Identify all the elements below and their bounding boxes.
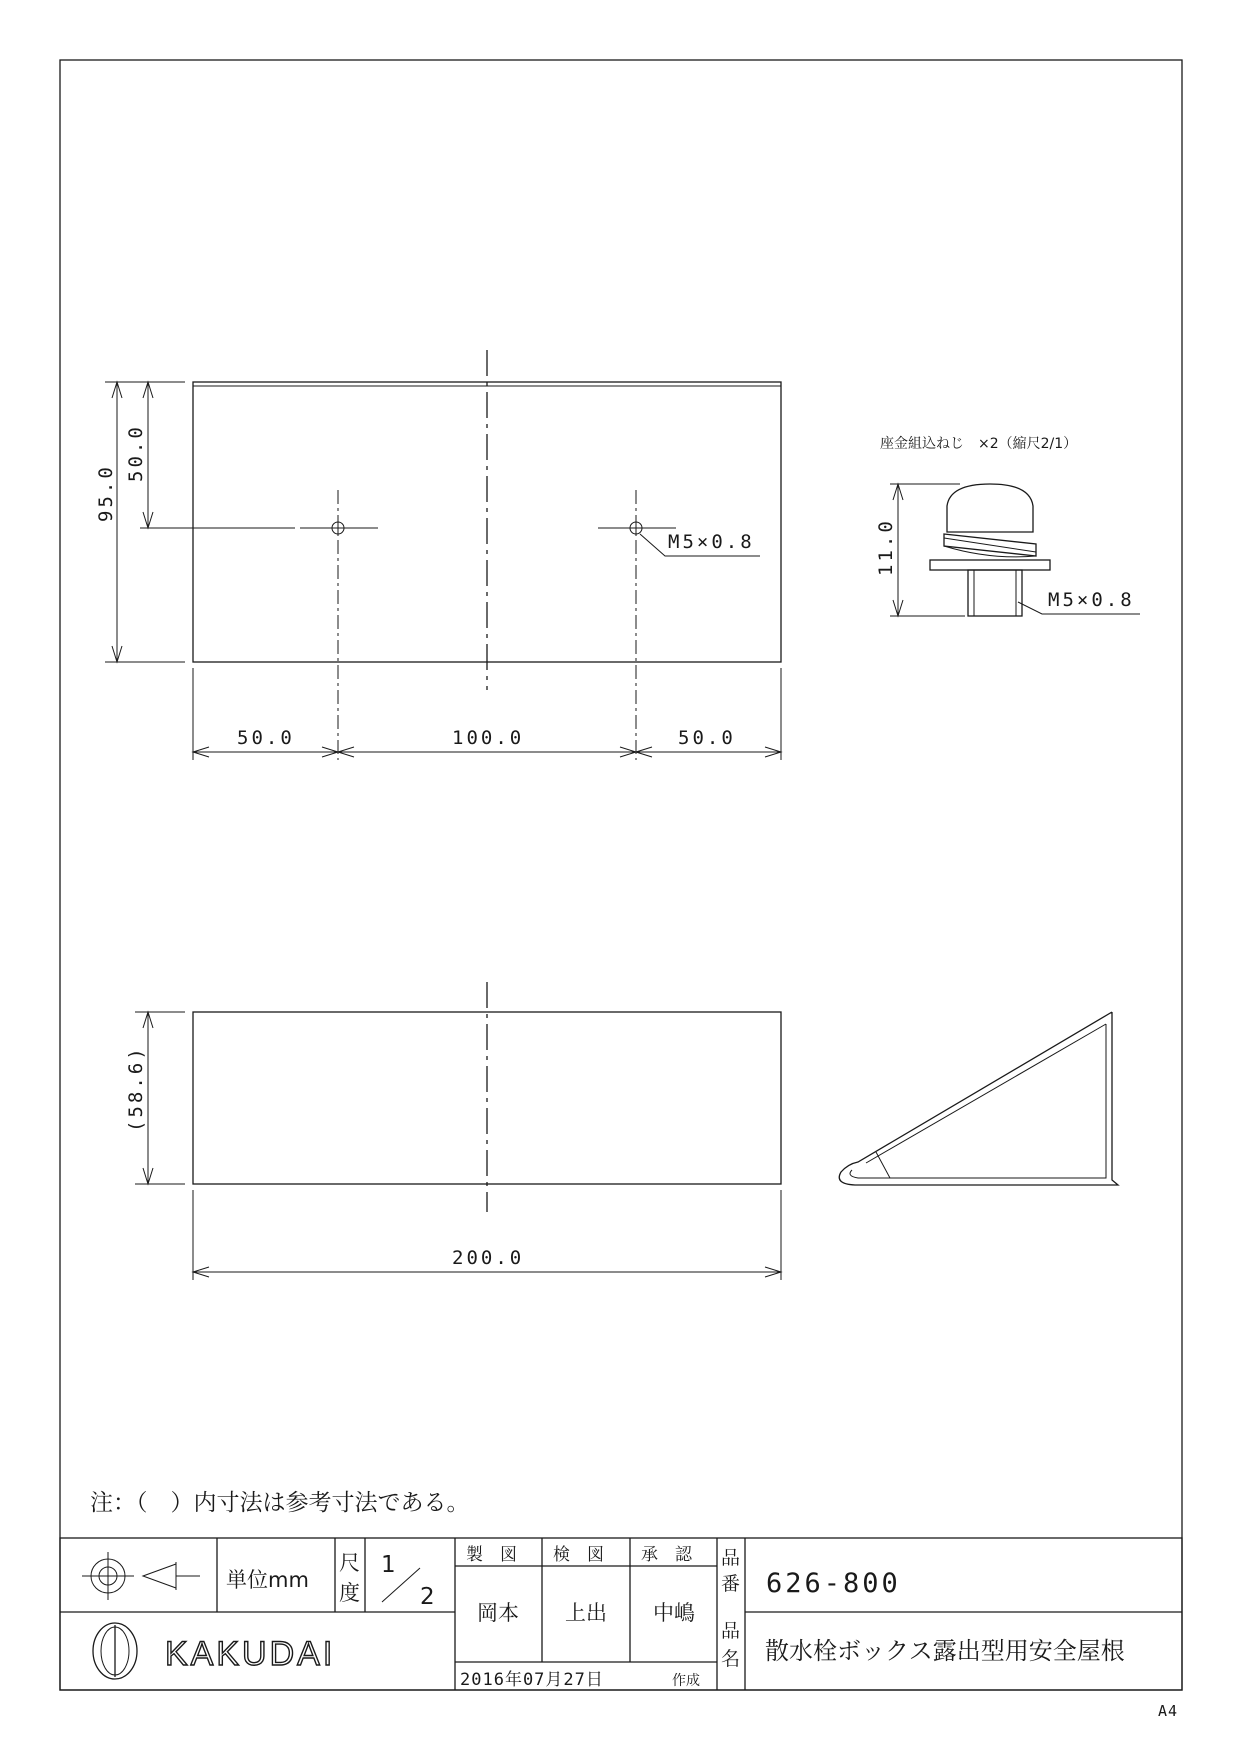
part-number: 626-800: [766, 1568, 901, 1599]
scale-denominator: 2: [420, 1584, 435, 1610]
top-view: [95, 350, 781, 760]
dim-middle: 100.0: [452, 727, 525, 749]
dim-hole-height: 50.0: [125, 424, 147, 482]
drawn-by: 岡本: [477, 1601, 519, 1625]
part-no-label-1: 品: [721, 1547, 741, 1569]
screw-head: [947, 484, 1033, 532]
part-name-label-2: 名: [721, 1648, 741, 1670]
reference-note: 注：（ ）内寸法は参考寸法である。: [90, 1490, 470, 1516]
dim-side-height: (58.6): [125, 1045, 147, 1132]
screw-detail-title: 座金組込ねじ ×2（縮尺2/1）: [880, 436, 1078, 452]
thread-label-top: M5×0.8: [668, 531, 755, 553]
third-angle-projection-icon: [82, 1552, 200, 1600]
drawing-date: 2016年07月27日: [460, 1670, 604, 1690]
part-name-label-1: 品: [721, 1620, 741, 1642]
dim-right: 50.0: [678, 727, 736, 749]
scale-label-2: 度: [339, 1581, 360, 1605]
approved-header: 承 認: [641, 1545, 692, 1565]
dim-height-total: 95.0: [95, 464, 117, 522]
sheet-border: [60, 60, 1182, 1690]
front-view: [125, 982, 781, 1280]
scale-numerator: 1: [381, 1552, 396, 1578]
checked-header: 検 図: [553, 1545, 604, 1565]
company-name: KAKUDAI: [165, 1635, 336, 1673]
side-profile: [839, 1012, 1118, 1185]
kakudai-logo: [93, 1623, 335, 1679]
scale-label-1: 尺: [339, 1551, 360, 1575]
drawn-header: 製 図: [466, 1545, 517, 1565]
paper-size: A4: [1158, 1702, 1179, 1720]
title-block: [60, 1538, 1182, 1690]
screw-thread-label: M5×0.8: [1048, 589, 1135, 611]
flat-washer: [930, 560, 1050, 570]
left-hole: [300, 490, 378, 760]
part-no-label-2: 番: [721, 1573, 741, 1595]
dim-total-width: 200.0: [452, 1247, 525, 1269]
approved-by: 中嶋: [653, 1601, 695, 1625]
part-name: 散水栓ボックス露出型用安全屋根: [765, 1637, 1125, 1665]
screw-detail: [875, 436, 1140, 616]
checked-by: 上出: [565, 1601, 607, 1625]
unit-label: 単位mm: [226, 1568, 309, 1592]
created-label: 作成: [672, 1673, 700, 1689]
screw-height: 11.0: [875, 518, 897, 576]
right-hole: [598, 490, 676, 760]
screw-thread: [968, 570, 1022, 616]
dim-left: 50.0: [237, 727, 295, 749]
